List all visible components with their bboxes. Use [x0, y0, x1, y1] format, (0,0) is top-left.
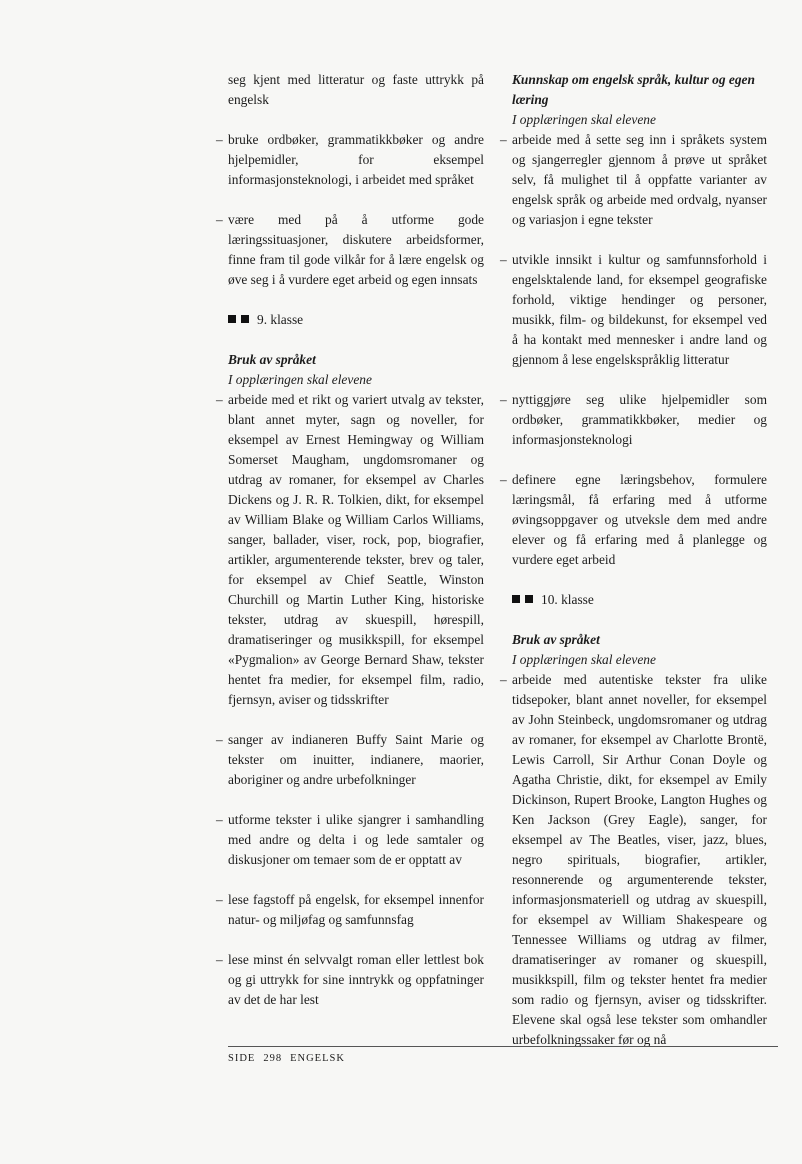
section-subheading: I opplæringen skal elevene	[228, 372, 372, 387]
square-bullet-icon	[241, 315, 249, 323]
list-item-text: arbeide med å sette seg inn i språkets system og sjangerregler gjennom å prøve ut språket selv, få mulighet til å oppfatte varianter av engelsk språk og arbeide med ordvalg, nyanser og variasjon i egne tekster	[512, 132, 767, 227]
intro-text: seg kjent med litteratur og faste uttrykk på engelsk	[228, 72, 484, 107]
list-item-text: være med på å utforme gode læringssituasjoner, diskutere arbeidsformer, finne fram til gode vilkår for å lære engelsk og øve seg i å vurdere eget arbeid og egen innsats	[228, 212, 484, 287]
section-subheading: I opplæringen skal elevene	[512, 652, 656, 667]
grade-label: 9. klasse	[257, 312, 304, 327]
list-item-text: sanger av indianeren Buffy Saint Marie og tekster om inuitter, indianere, maorier, aboriginer og andre urbefolkninger	[228, 732, 484, 787]
list-item-text: arbeide med autentiske tekster fra ulike tidsepoker, blant annet noveller, for eksempel av John Steinbeck, ungdomsromaner og utdrag av romaner, for eksempel av Charlotte Brontë, Lewis Carroll, Sir Arthur Conan Doyle og Agatha Christie, dikt, for eksempel av Emily Dickinson, Rupert Brooke, Langton Hughes og Ken Jackson (Grey Eagle), sanger, for eksempel av The Beatles, viser, jazz, blues, negro spirituals, biografier, artikler, resonnerende og argumenterende tekster, informasjonsmateriell og utdrag av skuespill, for eksempel av William Shakespeare og Tennessee Williams og utdrag av filmer, dramatiseringer av romaner og skuespill, musikkspill, film og tekster hentet fra medier som radio og fjernsyn, aviser og tidsskrifter. Elevene skal også lese tekster som omhandler urbefolkningssaker før og nå	[512, 672, 767, 1047]
right-column	[500, 70, 767, 1070]
list-item: – sanger av indianeren Buffy Saint Marie og tekster om inuitter, indianere, maorier, aboriginer og andre urbefolkninger	[216, 732, 484, 787]
grade-heading	[512, 590, 767, 610]
list-item: – definere egne læringsbehov, formulere læringsmål, få erfaring med å utforme øvingsoppgaver og utveksle dem med andre elever og få erfaring med å planlegge og vurdere eget arbeid	[500, 472, 767, 567]
section-heading: Bruk av språket	[512, 632, 600, 647]
section-heading: Bruk av språket	[228, 352, 316, 367]
list-item: – lese fagstoff på engelsk, for eksempel innenfor natur- og miljøfag og samfunnsfag	[216, 892, 484, 927]
grade-label: 10. klasse	[541, 592, 594, 607]
left-column	[216, 70, 484, 1030]
list-item-text: lese fagstoff på engelsk, for eksempel innenfor natur- og miljøfag og samfunnsfag	[228, 892, 484, 927]
grade-heading	[228, 310, 484, 330]
section-heading: Kunnskap om engelsk språk, kultur og egen læring	[512, 72, 755, 107]
list-item-text: utforme tekster i ulike sjangrer i samhandling med andre og delta i og lede samtaler og diskusjoner om temaer som de er opptatt av	[228, 812, 484, 867]
list-item-text: definere egne læringsbehov, formulere læringsmål, få erfaring med å utforme øvingsoppgaver og utveksle dem med andre elever og få erfaring med å planlegge og vurdere eget arbeid	[512, 472, 767, 567]
list-item-text: lese minst én selvvalgt roman eller lettlest bok og gi uttrykk for sine inntrykk og oppfatninger av det de har lest	[228, 952, 484, 1007]
list-item-text: arbeide med et rikt og variert utvalg av tekster, blant annet myter, sagn og noveller, for eksempel av Ernest Hemingway og William Somerset Maugham, ungdomsromaner og utdrag av romaner, for eksempel av Charles Dickens og J. R. R. Tolkien, dikt, for eksempel av William Blake og William Carlos Williams, sanger, ballader, viser, rock, pop, biografier, artikler, argumenterende tekster, brev og taler, for eksempel av Chief Seattle, Winston Churchill og Martin Luther King, historiske tekster, utdrag av skuespill, hørespill, dramatiseringer og musikkspill, for eksempel «Pygmalion» av George Bernard Shaw, tekster hentet fra medier, for eksempel film, radio, fjernsyn, aviser og tidsskrifter	[228, 392, 484, 707]
square-bullet-icon	[228, 315, 236, 323]
footer-side-label: SIDE	[228, 1053, 256, 1064]
list-item: – utvikle innsikt i kultur og samfunnsforhold i engelsktalende land, for eksempel geografiske forhold, viktige hendinger og personer, musikk, film- og bildekunst, for eksempel ved å ha kontakt med mennesker i andre land og gjennom å lese engelskspråklig litteratur	[500, 252, 767, 367]
list-item: – arbeide med å sette seg inn i språkets system og sjangerregler gjennom å prøve ut språket selv, få mulighet til å oppfatte varianter av engelsk språk og arbeide med ordvalg, nyanser og variasjon i egne tekster	[500, 132, 767, 227]
list-item-text: utvikle innsikt i kultur og samfunnsforhold i engelsktalende land, for eksempel geografiske forhold, viktige hendinger og personer, musikk, film- og bildekunst, for eksempel ved å ha kontakt med mennesker i andre land og gjennom å lese engelskspråklig litteratur	[512, 252, 767, 367]
list-item: – lese minst én selvvalgt roman eller lettlest bok og gi uttrykk for sine inntrykk og oppfatninger av det de har lest	[216, 952, 484, 1007]
list-item-text: bruke ordbøker, grammatikkbøker og andre hjelpemidler, for eksempel informasjonsteknologi, i arbeidet med språket	[228, 132, 484, 187]
list-item: – bruke ordbøker, grammatikkbøker og andre hjelpemidler, for eksempel informasjonsteknologi, i arbeidet med språket	[216, 132, 484, 187]
list-item: – være med på å utforme gode læringssituasjoner, diskutere arbeidsformer, finne fram til gode vilkår for å lære engelsk og øve seg i å vurdere eget arbeid og egen innsats	[216, 212, 484, 287]
list-item: – utforme tekster i ulike sjangrer i samhandling med andre og delta i og lede samtaler og diskusjoner om temaer som de er opptatt av	[216, 812, 484, 867]
section-subheading: I opplæringen skal elevene	[512, 112, 656, 127]
list-item: – arbeide med et rikt og variert utvalg av tekster, blant annet myter, sagn og noveller, for eksempel av Ernest Hemingway og William Somerset Maugham, ungdomsromaner og utdrag av romaner, for eksempel av Charles Dickens og J. R. R. Tolkien, dikt, for eksempel av William Blake og William Carlos Williams, sanger, ballader, viser, rock, pop, biografier, artikler, argumenterende tekster, brev og taler, for eksempel av Chief Seattle, Winston Churchill og Martin Luther King, historiske tekster, utdrag av skuespill, hørespill, dramatiseringer og musikkspill, for eksempel «Pygmalion» av George Bernard Shaw, tekster hentet fra medier, for eksempel film, radio, fjernsyn, aviser og tidsskrifter	[216, 392, 484, 707]
list-item: – nyttiggjøre seg ulike hjelpemidler som ordbøker, grammatikkbøker, medier og informasjonsteknologi	[500, 392, 767, 447]
page-number: 298	[263, 1053, 283, 1064]
list-item: – arbeide med autentiske tekster fra ulike tidsepoker, blant annet noveller, for eksempel av John Steinbeck, ungdomsromaner og utdrag av romaner, for eksempel av Charlotte Brontë, Lewis Carroll, Sir Arthur Conan Doyle og Agatha Christie, dikt, for eksempel av Emily Dickinson, Rupert Brooke, Langton Hughes og Ken Jackson (Grey Eagle), sanger, for eksempel av The Beatles, viser, jazz, blues, negro spirituals, biografier, artikler, resonnerende og argumenterende tekster, informasjonsmateriell og utdrag av skuespill, for eksempel av William Shakespeare og Tennessee Williams og utdrag av filmer, dramatiseringer av romaner og skuespill, musikkspill, film og tekster hentet fra medier som radio og fjernsyn, aviser og tidsskrifter. Elevene skal også lese tekster som omhandler urbefolkningssaker før og nå	[500, 672, 767, 1047]
list-item-text: nyttiggjøre seg ulike hjelpemidler som ordbøker, grammatikkbøker, medier og informasjonsteknologi	[512, 392, 767, 447]
square-bullet-icon	[525, 595, 533, 603]
square-bullet-icon	[512, 595, 520, 603]
footer-subject: ENGELSK	[290, 1053, 345, 1064]
page-footer	[228, 1046, 778, 1064]
